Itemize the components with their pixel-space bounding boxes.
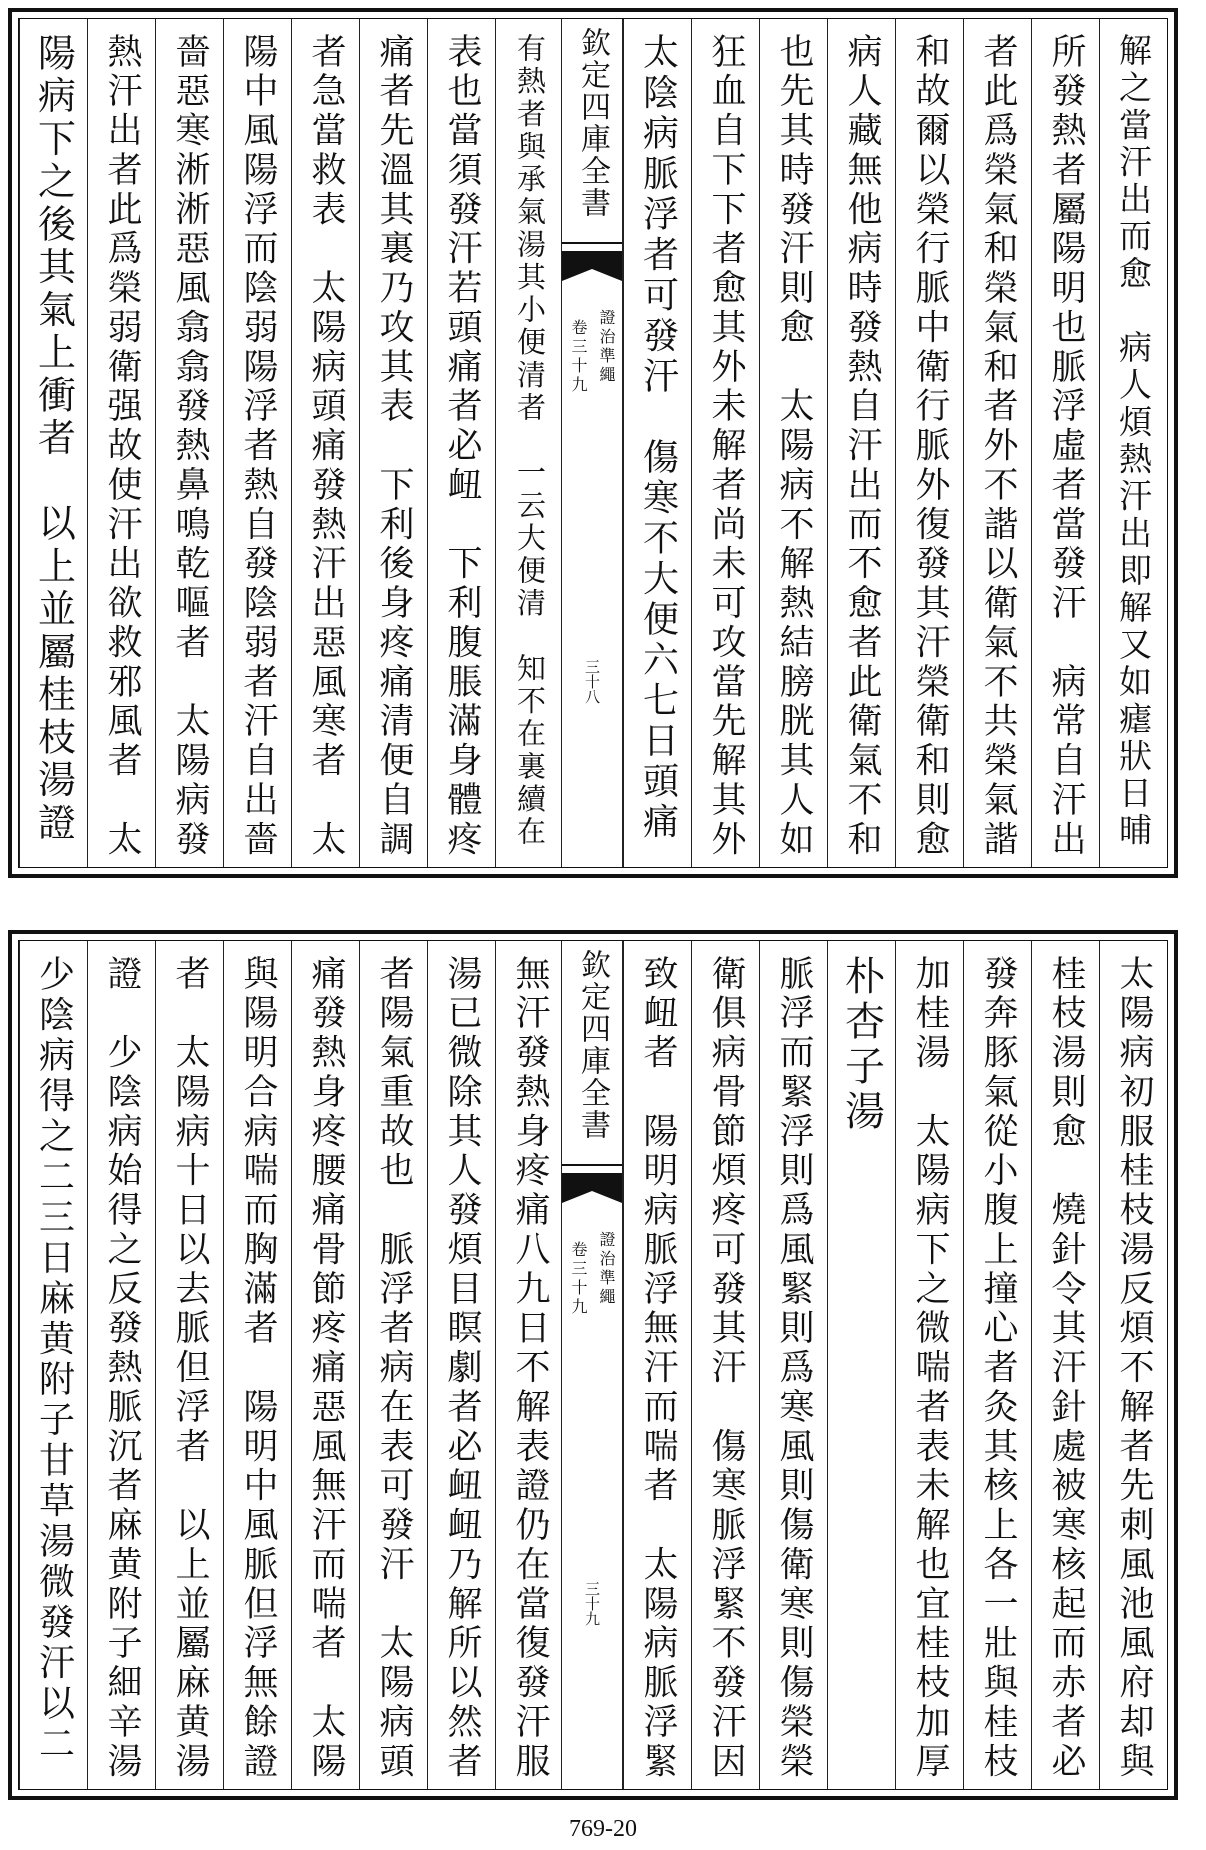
page-top (8, 8, 1178, 878)
page-frame (18, 940, 1168, 1790)
column-text: 有熱者與承氣湯其小便清者 一云大便清 知不在裏續在 (513, 33, 547, 849)
column-text: 脈浮而緊浮則爲風緊則爲寒風則傷衛寒則傷榮榮 (774, 955, 814, 1782)
page-frame (18, 18, 1168, 868)
spine-volume: 卷三十九 (569, 1241, 588, 1317)
text-column (495, 941, 563, 1789)
text-column (827, 19, 895, 867)
text-column (495, 19, 563, 867)
column-text: 者急當救表 太陽病頭痛發熱汗出惡風寒者 太 (306, 33, 346, 860)
column-text: 朴杏子湯 (838, 955, 885, 1135)
text-column (427, 19, 495, 867)
center-spine (561, 19, 623, 867)
column-text: 湯已微除其人發煩目瞑劇者必衄衄乃解所以然者 (442, 955, 482, 1782)
text-column (1031, 941, 1099, 1789)
text-column (291, 19, 359, 867)
column-text: 與陽明合病喘而胸滿者 陽明中風脈但浮無餘證 (238, 955, 278, 1782)
column-text: 加桂湯 太陽病下之微喘者表未解也宜桂枝加厚 (910, 955, 950, 1782)
column-text: 痛發熱身疼腰痛骨節疼痛惡風無汗而喘者 太陽 (306, 955, 346, 1782)
text-column (155, 19, 223, 867)
text-column (623, 19, 691, 867)
text-column (1099, 19, 1167, 867)
column-text: 證 少陰病始得之反發熱脈沉者麻黄附子細辛湯 (102, 955, 142, 1782)
page-bottom (8, 930, 1178, 1800)
column-text: 也先其時發汗則愈 太陽病不解熱結膀胱其人如 (774, 33, 814, 860)
text-column (691, 19, 759, 867)
column-text: 痛者先溫其裏乃攻其表 下利後身疼痛清便自調 (374, 33, 414, 860)
text-column (895, 941, 963, 1789)
column-text: 少陰病得之二三日麻黄附子甘草湯微發汗以二 (33, 955, 75, 1765)
fishtail-mark (562, 241, 622, 295)
column-text: 者此爲榮氣和榮氣和者外不諧以衛氣不共榮氣諧 (978, 33, 1018, 860)
column-text: 表也當須發汗若頭痛者必衄 下利腹脹滿身體疼 (442, 33, 482, 860)
column-text: 發奔豚氣從小腹上撞心者灸其核上各一壯與桂枝 (978, 955, 1018, 1782)
spine-folio: 三十八 (583, 659, 601, 704)
text-column (963, 941, 1031, 1789)
column-text: 狂血自下下者愈其外未解者尚未可攻當先解其外 (706, 33, 746, 860)
column-text: 熱汗出者此爲榮弱衛强故使汗出欲救邪風者 太 (102, 33, 142, 860)
column-text: 陽中風陽浮而陰弱陽浮者熱自發陰弱者汗自出嗇 (238, 33, 278, 860)
text-column (1031, 19, 1099, 867)
text-column (223, 941, 291, 1789)
text-column (895, 19, 963, 867)
text-column (427, 941, 495, 1789)
spine-title: 欽定四庫全書 (575, 27, 610, 219)
text-column (223, 19, 291, 867)
spine-book-title: 證治準繩 (597, 309, 616, 385)
text-column (359, 941, 427, 1789)
spine-volume: 卷三十九 (569, 319, 588, 395)
text-column (19, 941, 87, 1789)
spine-book-title: 證治準繩 (597, 1231, 616, 1307)
page-number: 769-20 (569, 1816, 637, 1842)
column-text: 者陽氣重故也 脈浮者病在表可發汗 太陽病頭 (374, 955, 414, 1782)
text-column (291, 941, 359, 1789)
column-text: 致衄者 陽明病脈浮無汗而喘者 太陽病脈浮緊 (638, 955, 678, 1782)
column-text: 者 太陽病十日以去脈但浮者 以上並屬麻黄湯 (170, 955, 210, 1782)
column-text: 太陰病脈浮者可發汗 傷寒不大便六七日頭痛 (637, 33, 679, 843)
center-spine (561, 941, 623, 1789)
spine-title: 欽定四庫全書 (575, 949, 610, 1141)
column-text: 嗇惡寒淅淅惡風翕翕發熱鼻鳴乾嘔者 太陽病發 (170, 33, 210, 860)
fishtail-mark (562, 1163, 622, 1217)
text-column (759, 941, 827, 1789)
spine-folio: 三十九 (583, 1581, 601, 1626)
column-text: 太陽病初服桂枝湯反煩不解者先刺風池風府却與 (1114, 955, 1154, 1782)
text-column (963, 19, 1031, 867)
column-text: 無汗發熱身疼痛八九日不解表證仍在當復發汗服 (510, 955, 550, 1782)
text-column (359, 19, 427, 867)
column-text: 病人藏無他病時發熱自汗出而不愈者此衛氣不和 (842, 33, 882, 860)
column-text: 陽病下之後其氣上衝者 以上並屬桂枝湯證 (31, 33, 76, 846)
text-column (87, 19, 155, 867)
text-column (759, 19, 827, 867)
text-column (87, 941, 155, 1789)
column-text: 衛俱病骨節煩疼可發其汗 傷寒脈浮緊不發汗因 (706, 955, 746, 1782)
text-column (1099, 941, 1167, 1789)
text-column (827, 941, 895, 1789)
column-text: 解之當汗出而愈 病人煩熱汗出即解又如瘧狀日晡 (1114, 33, 1153, 850)
text-column (623, 941, 691, 1789)
column-text: 桂枝湯則愈 燒針令其汗針處被寒核起而赤者必 (1046, 955, 1086, 1782)
column-text: 和故爾以榮行脈中衛行脈外復發其汗榮衛和則愈 (910, 33, 950, 860)
text-column (19, 19, 87, 867)
text-column (691, 941, 759, 1789)
text-column (155, 941, 223, 1789)
column-text: 所發熱者屬陽明也脈浮虛者當發汗 病常自汗出 (1046, 33, 1086, 860)
